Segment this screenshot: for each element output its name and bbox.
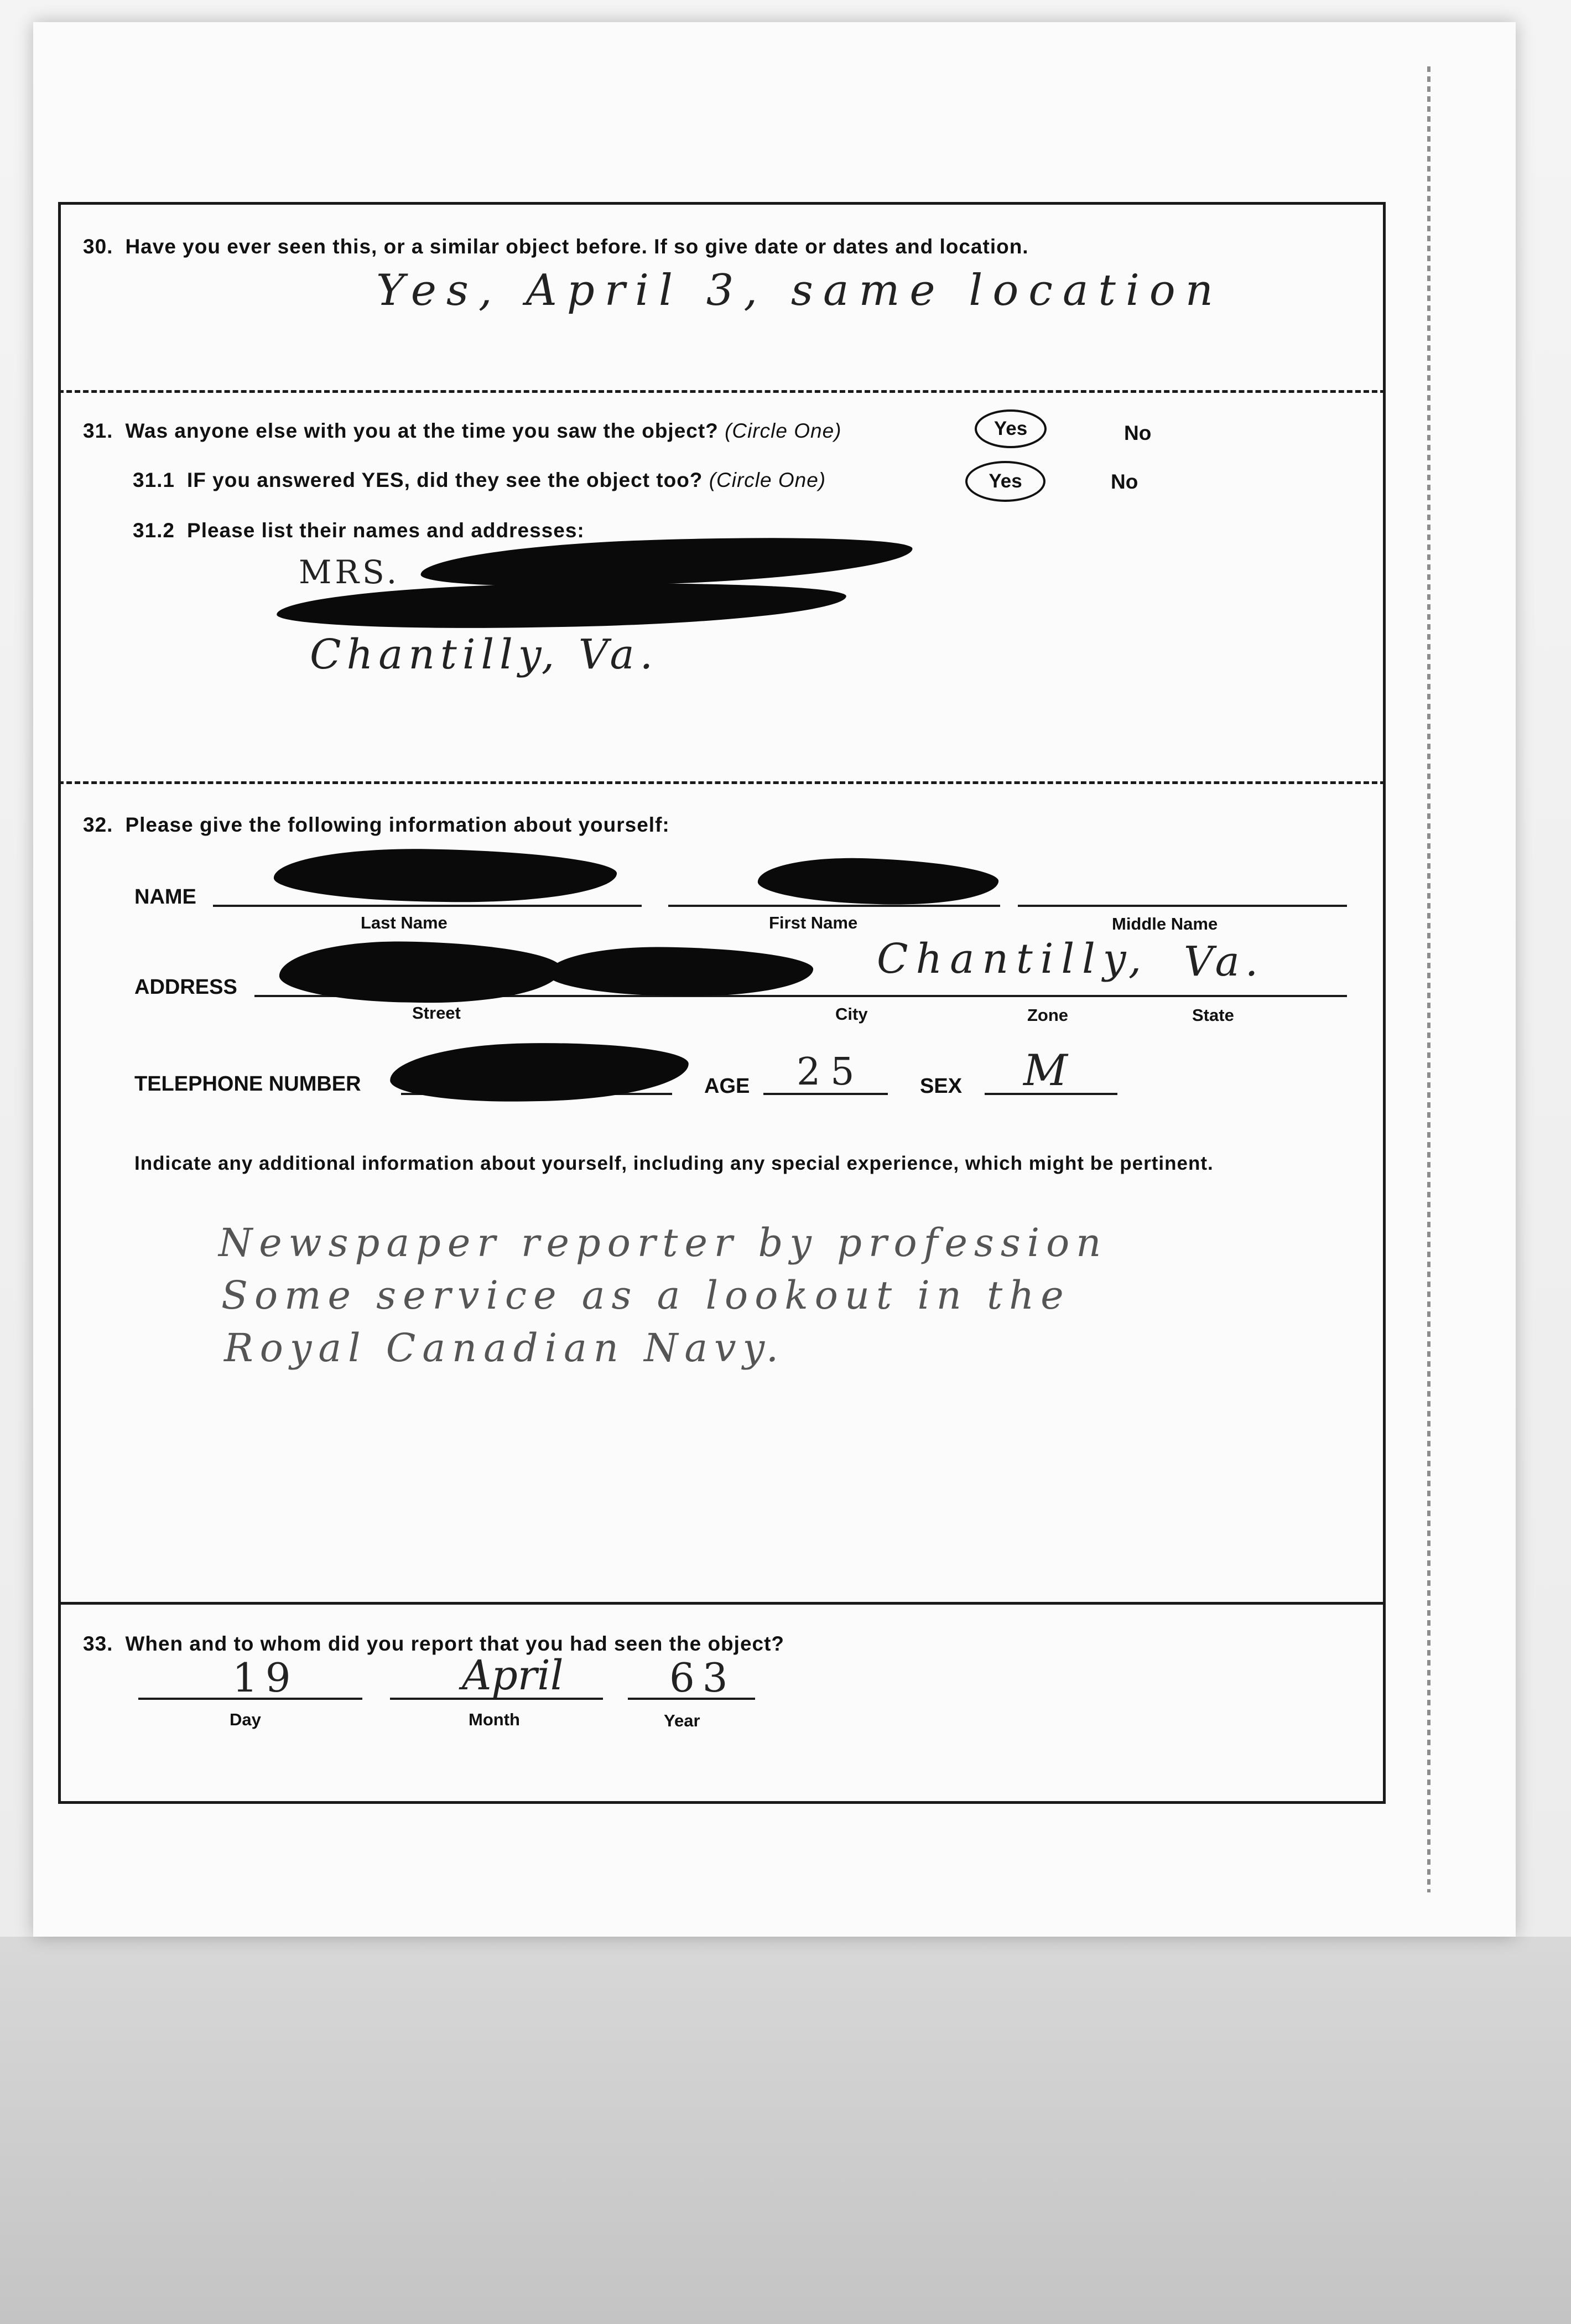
middle-name-caption: Middle Name: [1112, 914, 1218, 933]
city-caption: City: [835, 1004, 868, 1024]
q31-1-number: 31.1: [133, 469, 175, 491]
street-caption: Street: [412, 1003, 461, 1023]
q31-2-city: Chantilly, Va.: [310, 631, 659, 678]
additional-info-line-3: Royal Canadian Navy.: [224, 1325, 786, 1371]
divider-30-31: [58, 390, 1386, 393]
sex-label: SEX: [920, 1075, 963, 1098]
q33-number: 33.: [83, 1632, 113, 1655]
age-value: 25: [797, 1050, 865, 1094]
q30-question: [83, 235, 1029, 258]
q31-1-no-option[interactable]: No: [1111, 470, 1138, 493]
q31-yes-circled[interactable]: Yes: [975, 409, 1047, 448]
telephone-label: TELEPHONE NUMBER: [134, 1072, 361, 1096]
q33-text: When and to whom did you report that you had seen the object?: [125, 1632, 785, 1655]
sex-value: M: [1023, 1046, 1068, 1096]
last-name-line: [213, 905, 642, 907]
first-name-caption: First Name: [769, 913, 858, 932]
first-name-line: [668, 905, 1000, 907]
last-name-caption: Last Name: [361, 913, 448, 932]
q31-2-mrs: MRS.: [299, 553, 400, 591]
q31-2-question: [133, 519, 585, 542]
middle-name-line: [1018, 905, 1347, 907]
q32-number: 32.: [83, 813, 113, 836]
state-value: Va.: [1184, 938, 1264, 985]
q30-number: 30.: [83, 235, 113, 258]
q33-question: [83, 1632, 784, 1656]
name-label: NAME: [134, 885, 196, 909]
q32-question: [83, 813, 670, 837]
month-value: April: [462, 1652, 564, 1699]
scan-margin: [0, 1937, 1571, 2324]
year-value: 63: [669, 1654, 736, 1701]
q31-2-text: Please list their names and addresses:: [187, 519, 585, 542]
address-label: ADDRESS: [134, 976, 237, 999]
page-edge-perforation: [1427, 66, 1430, 1892]
q31-number: 31.: [83, 419, 113, 442]
state-caption: State: [1192, 1005, 1234, 1025]
month-caption: Month: [469, 1710, 520, 1729]
divider-31-32: [58, 781, 1386, 784]
additional-info-prompt: Indicate any additional information about yourself, including any special experience, which might be pertinent.: [134, 1153, 1214, 1174]
q31-2-number: 31.2: [133, 519, 175, 542]
zone-caption: Zone: [1027, 1005, 1069, 1025]
q31-1-question: [133, 469, 826, 492]
q31-1-circle-one-hint: (Circle One): [709, 469, 826, 491]
city-value: Chantilly,: [877, 935, 1149, 983]
age-label: AGE: [704, 1075, 750, 1098]
year-caption: Year: [664, 1711, 700, 1730]
q31-text: Was anyone else with you at the time you saw the object?: [125, 419, 719, 442]
additional-info-line-2: Some service as a lookout in the: [221, 1273, 1070, 1318]
q30-answer: Yes, April 3, same location: [376, 266, 1223, 315]
q31-1-text: IF you answered YES, did they see the object too?: [187, 469, 703, 491]
q31-question: [83, 419, 841, 443]
q32-text: Please give the following information about yourself:: [125, 813, 670, 836]
day-value: 19: [232, 1654, 299, 1701]
q31-circle-one-hint: (Circle One): [725, 419, 842, 442]
divider-32-33: [58, 1602, 1386, 1605]
q31-1-yes-circled[interactable]: Yes: [965, 461, 1045, 502]
additional-info-line-1: Newspaper reporter by profession: [219, 1220, 1108, 1265]
q31-no-option[interactable]: No: [1124, 422, 1152, 444]
q30-text: Have you ever seen this, or a similar object before. If so give date or dates and location.: [125, 235, 1029, 258]
day-caption: Day: [230, 1710, 261, 1729]
